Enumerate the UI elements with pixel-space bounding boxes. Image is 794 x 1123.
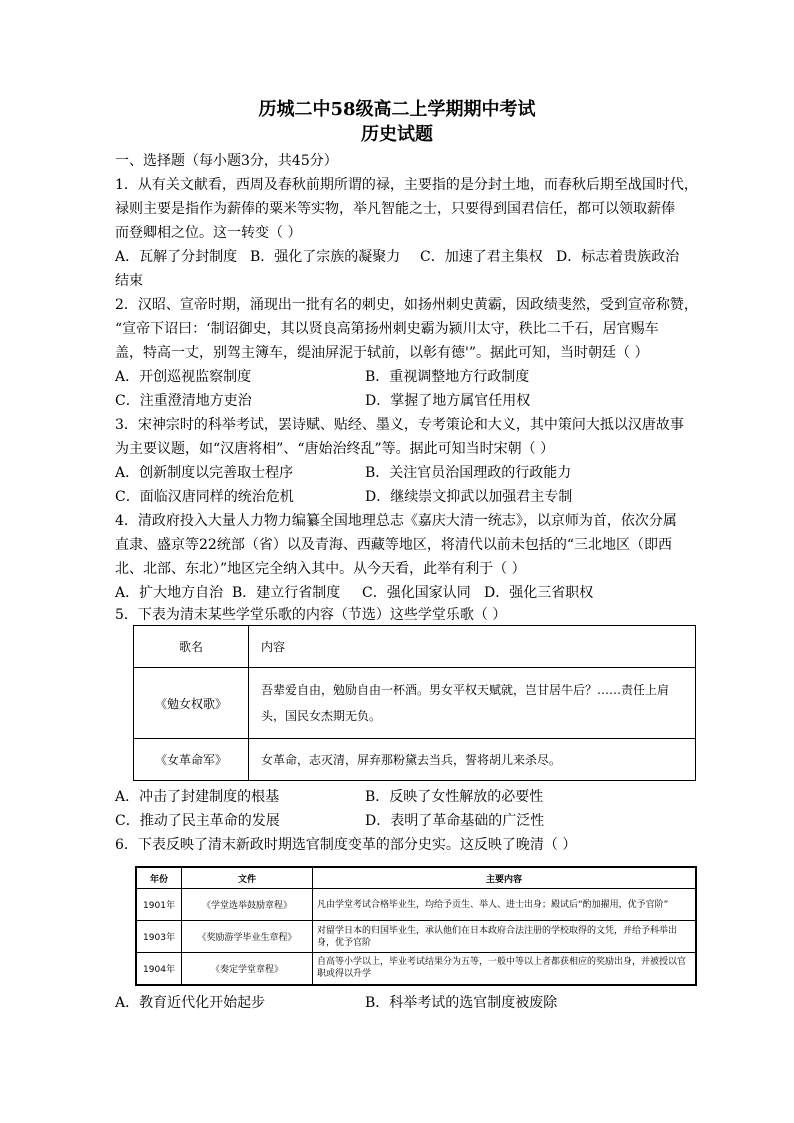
- table-cell-year: 1904年: [136, 953, 182, 985]
- table-cell-song-name: 《勉女权歌》: [134, 668, 249, 739]
- question-4-option-b[interactable]: B．建立行省制度: [232, 585, 341, 601]
- question-4-line-1: 4．清政府投入大量人力物力编纂全国地理总志《嘉庆大清一统志》，以京师为首，依次分属: [115, 513, 677, 529]
- question-2-line-3: 盖，特高一丈，别驾主簿车，缇油屏泥于轼前，以彰有德'”。据此可知，当时朝廷（ ）: [115, 345, 649, 361]
- question-1-line-3: 而登卿相之位。这一转变（ ）: [115, 225, 302, 241]
- question-4-line-2: 直隶、盛京等22统部（省）以及青海、西藏等地区，将清代以前未包括的“三北地区（即西: [115, 537, 672, 553]
- question-3-option-c[interactable]: C．面临汉唐同样的统治危机: [115, 489, 294, 505]
- question-2-option-c[interactable]: C．注重澄清地方吏治: [115, 393, 252, 409]
- table-cell-song-name: 《女革命军》: [134, 739, 249, 781]
- question-4-line-3: 北、北部、东北）”地区完全纳入其中。从今天看，此举有利于（ ）: [115, 561, 526, 577]
- question-1-line-1: 1．从有关文献看，西周及春秋前期所谓的禄，主要指的是分封土地，而春秋后期至战国时代，: [115, 177, 698, 193]
- question-3-line-2: 为主要议题，如“汉唐将相”、“唐始治终乱”等。据此可知当时宋朝（ ）: [115, 441, 555, 457]
- table-cell-main-content: 凡由学堂考试合格毕业生，均给予贡生、举人、进士出身；殿试后“酌加擢用，优予官阶”: [313, 889, 697, 921]
- table-row: [134, 626, 696, 668]
- table-cell-document: 《学堂选举鼓励章程》: [182, 889, 313, 921]
- table-cell-main-content: 对留学日本的归国毕业生，承认他们在日本政府合法注册的学校取得的文凭，并给予科举出身，优予官阶: [313, 921, 697, 953]
- table-header-year: 年份: [136, 867, 182, 889]
- section-heading: 一、选择题（每小题3分，共45分）: [115, 153, 338, 169]
- exam-title: 历城二中58级高二上学期期中考试: [258, 99, 536, 120]
- question-1-option-d[interactable]: D．标志着贵族政治: [556, 249, 680, 265]
- table-cell-content: 吾辈爱自由，勉励自由一杯酒。男女平权天赋就，岂甘居牛后？……责任上肩头，国民女杰期无负。: [249, 668, 696, 739]
- table-row: [134, 739, 696, 781]
- question-3-option-b[interactable]: B．关注官员治国理政的行政能力: [365, 465, 572, 481]
- table-row: [136, 953, 696, 985]
- question-5-option-a[interactable]: A．冲击了封建制度的根基: [115, 789, 280, 805]
- question-3-option-d[interactable]: D．继续崇文抑武以加强君主专制: [365, 489, 573, 505]
- table-cell-document: 《奏定学堂章程》: [182, 953, 313, 985]
- table-cell-document: 《奖励游学毕业生章程》: [182, 921, 313, 953]
- table-header-content: 内容: [249, 626, 696, 668]
- table-row: [136, 921, 696, 953]
- table-cell-content: 女革命，志灭清，屏弃那粉黛去当兵，誓将胡儿来杀尽。: [249, 739, 696, 781]
- question-3-line-1: 3．宋神宗时的科举考试，罢诗赋、贴经、墨义，专考策论和大义，其中策问大抵以汉唐故事: [115, 417, 684, 433]
- table-cell-year: 1903年: [136, 921, 182, 953]
- question-2-line-2: “宣帝下诏曰：‘制诏御史，其以贤良高第扬州刺史霸为颍川太守，秩比二千石，居官赐车: [115, 321, 659, 337]
- table-cell-main-content: 自高等小学以上，毕业考试结果分为五等，一般中等以上者都获相应的奖励出身，并被授以官职或得以升学: [313, 953, 697, 985]
- question-4-option-d[interactable]: D．强化三省职权: [484, 585, 594, 601]
- question-5-line-1: 5．下表为清末某些学堂乐歌的内容（节选）这些学堂乐歌（ ）: [115, 607, 507, 623]
- question-1-line-2: 禄则主要是指作为薪俸的粟米等实物，举凡智能之士，只要得到国君信任，都可以领取薪俸: [115, 201, 675, 217]
- table-header-song-name: 歌名: [134, 626, 249, 668]
- song-table: [133, 625, 696, 781]
- question-1-option-b[interactable]: B．强化了宗族的凝聚力: [250, 249, 401, 265]
- question-6-option-b[interactable]: B．科举考试的选官制度被废除: [365, 995, 558, 1011]
- question-2-line-1: 2．汉昭、宣帝时期，涌现出一批有名的刺史，如扬州刺史黄霸，因政绩斐然，受到宣帝称赞，: [115, 297, 698, 313]
- table-header-document: 文件: [182, 867, 313, 889]
- question-1-option-c[interactable]: C．加速了君主集权: [420, 249, 543, 265]
- table-row: [136, 889, 696, 921]
- question-1-option-d-tail: 结束: [115, 273, 143, 289]
- policy-table: [135, 866, 697, 986]
- table-header-main-content: 主要内容: [313, 867, 697, 889]
- table-cell-year: 1901年: [136, 889, 182, 921]
- table-row: [136, 867, 696, 889]
- question-5-option-d[interactable]: D．表明了革命基础的广泛性: [365, 813, 545, 829]
- question-2-option-b[interactable]: B．重视调整地方行政制度: [365, 369, 530, 385]
- question-5-option-b[interactable]: B．反映了女性解放的必要性: [365, 789, 544, 805]
- exam-subtitle: 历史试题: [361, 124, 433, 145]
- question-4-option-c[interactable]: C．强化国家认同: [362, 585, 471, 601]
- table-row: [134, 668, 696, 739]
- question-2-option-d[interactable]: D．掌握了地方属官任用权: [365, 393, 531, 409]
- question-6-option-a[interactable]: A．教育近代化开始起步: [115, 995, 266, 1011]
- question-5-option-c[interactable]: C．推动了民主革命的发展: [115, 813, 280, 829]
- question-2-option-a[interactable]: A．开创巡视监察制度: [115, 369, 252, 385]
- question-1-option-a[interactable]: A．瓦解了分封制度: [115, 249, 238, 265]
- question-6-line-1: 6．下表反映了清末新政时期选官制度变革的部分史实。这反映了晚清（ ）: [115, 837, 577, 853]
- question-4-option-a[interactable]: A．扩大地方自治: [115, 585, 224, 601]
- question-3-option-a[interactable]: A．创新制度以完善取士程序: [115, 465, 294, 481]
